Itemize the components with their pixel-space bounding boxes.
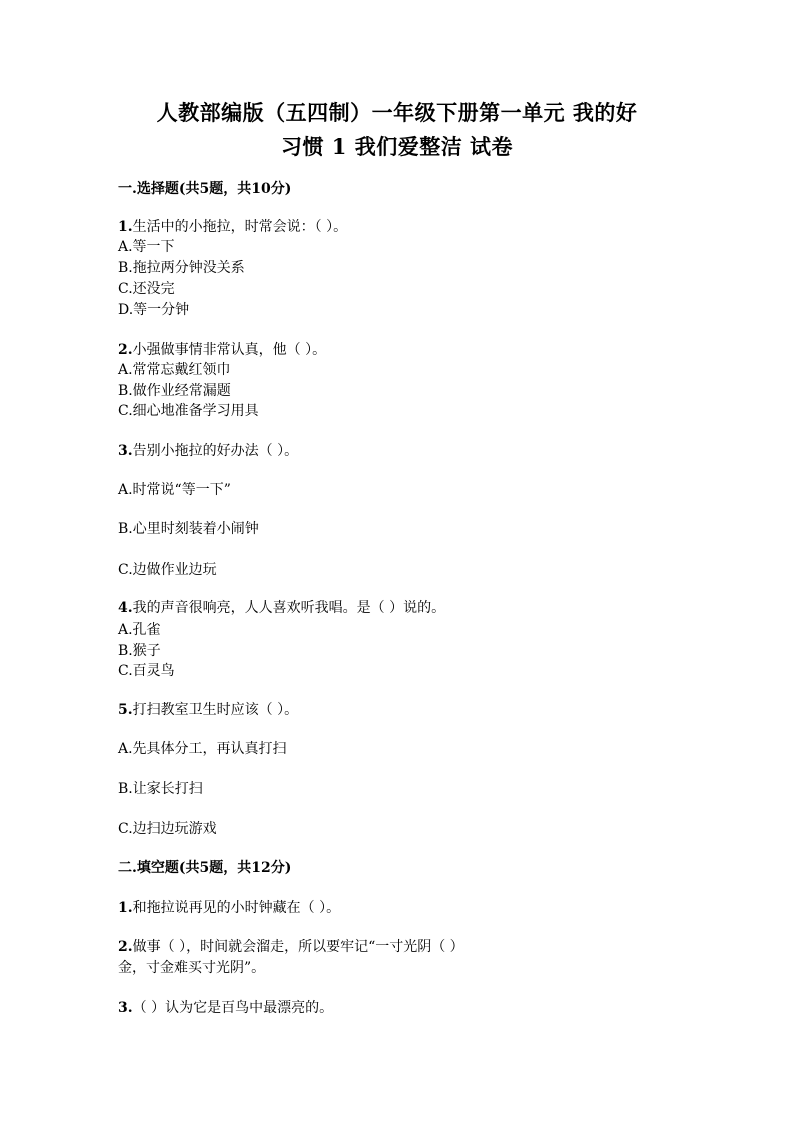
question-number: 3.: [118, 1000, 133, 1016]
fill-question-1: [118, 899, 340, 917]
question-3: [118, 442, 298, 460]
section-1-header: 一.选择题(共5题，共10分): [118, 181, 292, 197]
q5-option-a: A.先具体分工，再认真打扫: [118, 741, 287, 757]
q4-option-b: B.猴子: [118, 643, 161, 659]
question-number: 2.: [118, 342, 133, 358]
question-number: 2.: [118, 939, 133, 955]
question-1: [118, 218, 347, 236]
question-text: （ ）认为它是百鸟中最漂亮的。: [132, 1000, 334, 1016]
question-text: 我的声音很响亮，人人喜欢听我唱。是（ ）说的。: [132, 600, 446, 616]
page-title-line-2: 习惯 1 我们爱整洁 试卷: [280, 134, 514, 159]
question-4: [118, 599, 445, 617]
q1-option-c: C.还没完: [118, 281, 175, 297]
fill-question-2-continued: 金，寸金难买寸光阴”。: [118, 960, 266, 976]
fill-question-2: [118, 938, 464, 956]
question-number: 1.: [118, 900, 133, 916]
section-2-header: 二.填空题(共5题，共12分): [118, 860, 292, 876]
question-text: 打扫教室卫生时应该（ ）。: [132, 702, 299, 718]
question-number: 4.: [118, 600, 133, 616]
q3-option-c: C.边做作业边玩: [118, 562, 217, 578]
q1-option-a: A.等一下: [118, 239, 175, 255]
q2-option-c: C.细心地准备学习用具: [118, 403, 259, 419]
q2-option-b: B.做作业经常漏题: [118, 383, 231, 399]
question-text: 做事（ ），时间就会溜走，所以要牢记“一寸光阴（ ）: [132, 939, 464, 955]
q3-option-b: B.心里时刻装着小闹钟: [118, 521, 259, 537]
q4-option-a: A.孔雀: [118, 622, 161, 638]
question-text: 和拖拉说再见的小时钟藏在（ ）。: [132, 900, 341, 916]
question-5: [118, 701, 298, 719]
q1-option-d: D.等一分钟: [118, 302, 190, 318]
question-number: 1.: [118, 219, 133, 235]
q5-option-b: B.让家长打扫: [118, 781, 203, 797]
q4-option-c: C.百灵鸟: [118, 663, 175, 679]
question-text: 生活中的小拖拉，时常会说：（ ）。: [132, 219, 348, 235]
q3-option-a: A.时常说“等一下”: [118, 482, 231, 498]
question-2: [118, 341, 326, 359]
page-title-line-1: 人教部编版（五四制）一年级下册第一单元 我的好: [156, 100, 638, 125]
question-number: 3.: [118, 443, 133, 459]
q5-option-c: C.边扫边玩游戏: [118, 821, 217, 837]
q1-option-b: B.拖拉两分钟没关系: [118, 260, 245, 276]
question-number: 5.: [118, 702, 133, 718]
question-text: 告别小拖拉的好办法（ ）。: [132, 443, 299, 459]
q2-option-a: A.常常忘戴红领巾: [118, 362, 231, 378]
fill-question-3: [118, 999, 333, 1017]
question-text: 小强做事情非常认真，他（ ）。: [132, 342, 327, 358]
